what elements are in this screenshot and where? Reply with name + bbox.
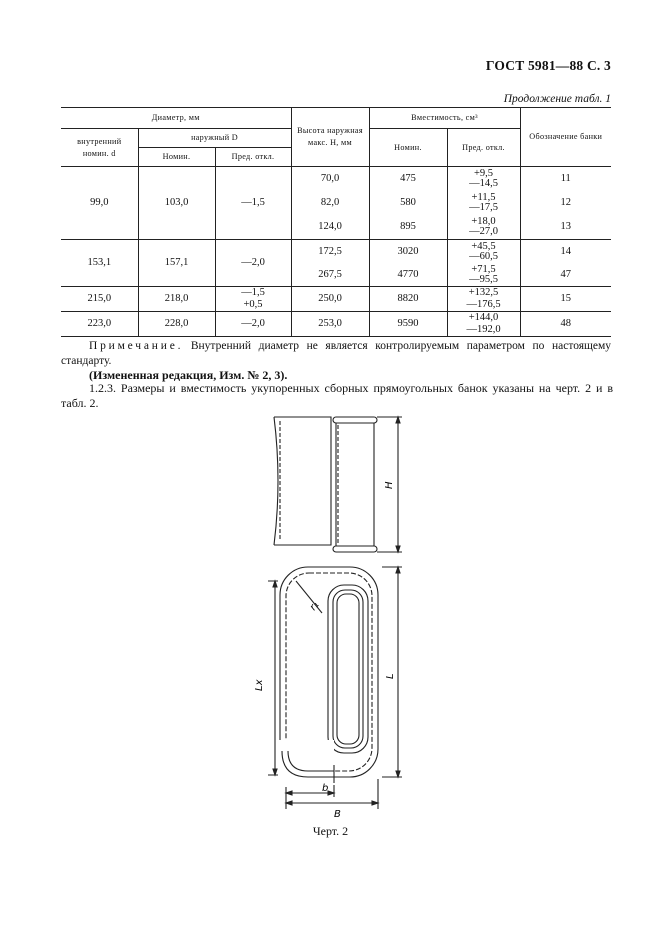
outer-diameter: 103,0 (138, 167, 215, 240)
capacity-deviation: +144,0 (468, 312, 499, 323)
capacity-deviation: —17,5 (469, 202, 498, 213)
label-Lx: Lx (254, 679, 265, 691)
height-value: 253,0 (291, 312, 369, 337)
capacity-deviation: —95,5 (469, 273, 498, 285)
table-row (61, 167, 611, 240)
outer-diameter: 218,0 (138, 287, 215, 312)
inner-diameter: 99,0 (61, 167, 138, 240)
capacity-value: 9590 (369, 312, 447, 337)
th-outer: наружный D (138, 129, 291, 148)
capacity-deviation: +45,5 (471, 240, 496, 252)
can-code: 15 (520, 287, 611, 312)
label-B: B (334, 809, 341, 820)
figure-caption: Черт. 2 (312, 824, 349, 838)
inner-diameter: 215,0 (61, 287, 138, 312)
table-continuation-caption: Продолжение табл. 1 (503, 93, 611, 105)
amendment-note: (Измененная редакция, Изм. № 2, 3). (89, 368, 288, 382)
th-height: Высота наружная макс. H, мм (291, 108, 369, 167)
can-code: 11 (560, 173, 571, 184)
dimensions-table (61, 107, 611, 337)
can-code: 48 (520, 312, 611, 337)
capacity-deviation: —27,0 (469, 226, 498, 237)
label-L: L (385, 673, 396, 679)
th-outer-nom: Номин. (138, 148, 215, 167)
capacity-deviation: +9,5 (473, 168, 494, 179)
th-outer-dev: Пред. откл. (215, 148, 291, 167)
outer-deviation: —2,0 (215, 312, 291, 337)
outer-deviation: +0,5 (243, 299, 263, 310)
drawing-2 (240, 405, 430, 825)
capacity-deviation: +18,0 (471, 216, 496, 227)
outer-deviation: —1,5 (215, 167, 291, 240)
capacity-value: 475 (400, 173, 416, 184)
capacity-deviation: +71,5 (471, 263, 496, 275)
label-b: b (322, 783, 329, 794)
top-view (268, 567, 402, 809)
capacity-deviation: +132,5 (468, 287, 499, 298)
th-capacity: Вместимость, см³ (369, 108, 520, 129)
th-code: Обозначение банки (520, 108, 611, 167)
outer-deviation: —1,5 (241, 287, 265, 298)
capacity-value: 580 (400, 197, 416, 208)
height-value: 267,5 (318, 268, 342, 280)
table-row (61, 287, 611, 312)
table-row (61, 240, 611, 287)
inner-diameter: 223,0 (61, 312, 138, 337)
height-value: 82,0 (320, 197, 340, 208)
label-H: H (384, 481, 395, 489)
capacity-deviation: —192,0 (466, 324, 501, 335)
capacity-value: 4770 (397, 268, 419, 280)
can-code: 14 (560, 245, 571, 257)
table-row (61, 312, 611, 337)
th-diameter: Диаметр, мм (61, 108, 291, 129)
capacity-value: 895 (400, 221, 416, 232)
capacity-value: 3020 (397, 245, 419, 257)
capacity-deviation: —60,5 (469, 250, 498, 262)
height-value: 172,5 (318, 245, 342, 257)
page-header: ГОСТ 5981—88 С. 3 (485, 58, 611, 73)
outer-deviation: —2,0 (215, 240, 291, 287)
note-text: Внутренний диаметр не является контролируемым параметром по настоящему стандарту. (61, 340, 612, 367)
height-value: 70,0 (320, 173, 340, 184)
capacity-deviation: —14,5 (469, 178, 498, 189)
capacity-deviation: +11,5 (471, 192, 496, 203)
capacity-deviation: —176,5 (466, 299, 501, 310)
note-label: Примечание. (89, 340, 184, 352)
outer-diameter: 228,0 (138, 312, 215, 337)
inner-diameter: 153,1 (61, 240, 138, 287)
capacity-value: 8820 (369, 287, 447, 312)
side-view (274, 417, 402, 552)
paragraph-1-2-3: 1.2.3. Размеры и вместимость укупоренных сборных прямоугольных банок указаны на черт. 2 и в табл. 2. (61, 381, 613, 410)
th-inner: внутренний номин. d (61, 129, 138, 167)
outer-diameter: 157,1 (138, 240, 215, 287)
height-value: 250,0 (291, 287, 369, 312)
can-code: 13 (560, 221, 571, 232)
can-code: 12 (560, 197, 571, 208)
th-cap-dev: Пред. откл. (447, 129, 520, 167)
can-code: 47 (560, 268, 571, 280)
height-value: 124,0 (318, 221, 342, 232)
th-cap-nom: Номин. (369, 129, 447, 167)
table-note (61, 339, 611, 369)
label-r1: r₁ (307, 599, 322, 613)
